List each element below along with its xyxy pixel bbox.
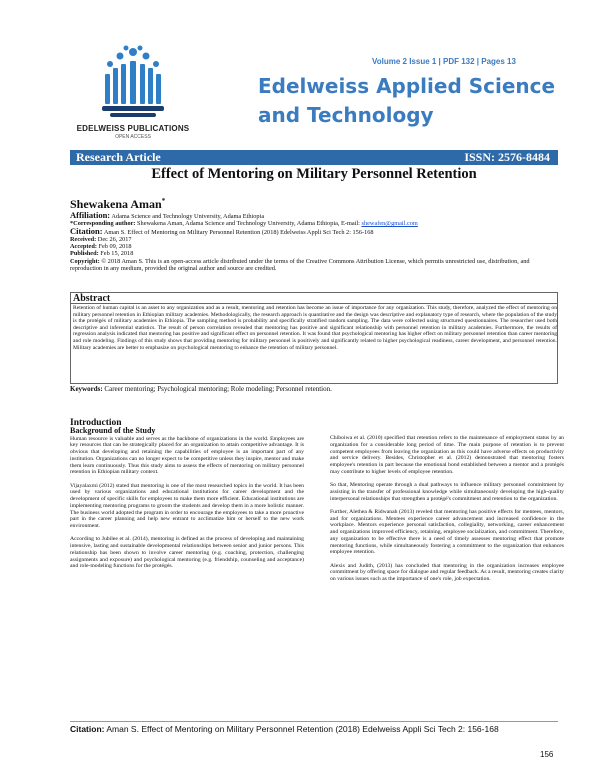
accepted-text: Feb 09, 2018 — [96, 243, 132, 251]
copyright-text: © 2018 Aman S. This is an open-access article distributed under the terms of the Creative Commons Attribution License, which permits unrestricted use, distribution, and reproduction in any medium, provided the original author and source are credited. — [70, 257, 530, 273]
issn: ISSN: 2576-8484 — [464, 150, 550, 164]
published-text: Feb 15, 2018 — [98, 250, 134, 258]
edelweiss-logo-icon — [90, 44, 176, 124]
keywords-text: Career mentoring; Psychological mentoring; Role modeling; Personnel retention. — [102, 385, 332, 393]
footer-citation-text: Aman S. Effect of Mentoring on Military Personnel Retention (2018) Edelweiss Appli Sci Tech 2: 156-168 — [104, 724, 499, 734]
copyright-label: Copyright: — [70, 257, 100, 265]
author-text: Shewakena Aman — [70, 197, 162, 211]
abstract-body: Retention of human capital is an asset to any organization and as a result, mentoring and retention has become an issue of importance for any organization. This study, therefore, analyzed the effect of mentoring on military personnel retention in Ethiopian military academies. Methodologically, the research approach is quantitative and the design was descriptive and explanatory type of research, where the population of the study is the protégés of military academies in Ethiopia. The sampling method is probability and specifically stratified random sampling. The data were collected using structured questionnaires. The researcher used both descriptive and inferential statistics. The result of person correlation revealed that mentoring has positive and significant relationship with personnel retention in military academies. Furthermore, the results of regression analysis indicated that mentoring has positive and significant effect on personnel retention. It was found that psychological mentoring has higher effect on military personnel retention than career mentoring and role modeling. Findings of this study shows that providing mentoring for military personnel is positively and significantly related to higher psychological readiness, career development, and personnel retention. Military academies are better to emphasize on psychological mentoring to enhance the retention of military personnel. — [73, 305, 557, 351]
received-label: Received: — [70, 235, 97, 243]
corr-label: *Corresponding author: — [70, 220, 136, 228]
copyright — [70, 258, 558, 273]
paragraph: Alexis and Judith, (2013) has concluded that mentoring in the organization increases employee commitment by offering space for dialogue and regular feedback. As a result, mentoring creates clarity on various issues such as the importance of one's role, job expectation. — [330, 562, 564, 582]
received-text: Dec 26, 2017 — [96, 235, 132, 243]
section-heading-introduction: Introduction — [70, 418, 122, 428]
citation-text: Aman S. Effect of Mentoring on Military Personnel Retention (2018) Edelweiss Appli Sci Tech 2: 156-168 — [102, 228, 374, 236]
article-metadata — [70, 212, 558, 272]
publisher-logo — [68, 44, 198, 154]
paragraph: Chiboiwa et al. (2010) specified that retention refers to the maintenance of employment status by an organization for a considerable long period of time. The main purpose of retention is to prevent competent employees from leaving the organization as this could have adverse effects on productivity and service delivery. Besides, Christopher et al. (2012) demonstrated that mentoring fosters employee's retention in part because the emotional bond established between a mentor and a protégés may contribute to higher levels of employee retention. — [330, 435, 564, 475]
keywords — [70, 385, 558, 393]
received-date — [70, 236, 558, 243]
citation-label: Citation: — [70, 225, 103, 236]
footer-citation-label: Citation: — [70, 724, 105, 734]
accepted-date — [70, 243, 558, 250]
journal-header — [0, 0, 600, 150]
journal-title: Edelweiss Applied Science and Technology — [258, 74, 556, 127]
publisher-name: EDELWEISS PUBLICATIONS — [76, 124, 190, 133]
accepted-label: Accepted: — [70, 243, 97, 251]
abstract-heading: Abstract — [71, 293, 557, 304]
author-mark: * — [161, 197, 166, 205]
paragraph: Vijayalaxmi (2012) stated that mentoring is one of the most researched topics in the world. It has been used by various organizations and educational institutions for career development and the development of specific skills for employees to make them more efficient. Educational institutions are implementing mentoring programs to groom the students and develop them in a more holistic manner. The business world adopted the program in order to encourage the employees to take a more proactive part in the career planning and help new entrant to acclimatize him or herself to the new work environment. — [70, 482, 304, 529]
affiliation-text: Adama Science and Technology University, Adama Ethiopia — [110, 213, 265, 220]
affiliation-label: Affiliation: — [70, 210, 111, 220]
published-label: Published: — [70, 250, 99, 258]
paragraph: So that, Mentoring operate through a dual pathways to influence military personnel commitment by assisting in the transfer of professional knowledge while simultaneously developing the high-quality interpersonal relationships that strengthen a protégé's commitment and retention to the organization. — [330, 482, 564, 502]
paragraph: Human resource is valuable and serves as the backbone of organizations in the world. Employees are key resources that can be strategically placed for an organization to attain competitive advantage. It is obvious that developing and retaining the capabilities of employee is an important part of any institution. Organizations can no longer expect to be competitive unless they inspire, mentor and make them learn continuously. Thus this study aims to assess the effects of mentoring on military personnel retention in Ethiopian military context. — [70, 435, 304, 476]
corr-text: Shewakena Aman, Adama Science and Technology University, Adama Ethiopia, E-mail: — [135, 220, 362, 228]
article-type-bar — [70, 150, 558, 165]
right-column — [330, 435, 564, 589]
keywords-label: Keywords: — [70, 385, 103, 393]
left-column — [70, 420, 304, 577]
subsection-heading-background: Background of the Study — [70, 425, 156, 435]
published-date — [70, 250, 558, 257]
article-type: Research Article — [76, 150, 161, 164]
footer-divider — [70, 721, 558, 722]
email-link[interactable]: shewafen@gmail.com — [361, 220, 418, 228]
abstract-box — [70, 292, 558, 384]
paragraph: Further, Alethea & Ridwanah (2013) reveled that mentoring has positive effects for mentees, mentors, and for organizations. Mentees experience career advancement and increased confidence in the workplace. Mentors experience personal satisfaction, collegiality, networking, career enhancement and organizations improved efficiency, retaining, employee socialization, and commitment. Therefore, any organization to be effective there is a need of timely assesses mentoring effect that promote mentoring functions, while simultaneously fostering a commitment to the organization that enhances employee retention. — [330, 508, 564, 556]
affiliation — [70, 212, 558, 220]
article-title: Effect of Mentoring on Military Personnel Retention — [151, 166, 477, 182]
page-number: 156 — [540, 750, 554, 759]
citation — [70, 225, 558, 236]
publisher-tagline: OPEN ACCESS — [115, 134, 151, 140]
volume-info: Volume 2 Issue 1 | PDF 132 | Pages 13 — [372, 57, 516, 66]
footer-citation — [70, 724, 558, 735]
paragraph: According to Jubilee et al. (2014), mentoring is defined as the process of developing and maintaining intensive, lasting and sustainable developmental relationships between senior and junior persons. This relationship has been shown to involve career mentoring (e.g. coaching, protection, challenging assignments and exposure) and psychological mentoring (e.g. friendship, counseling and acceptance) and role-modeling functions for the protégés. — [70, 536, 304, 570]
corresponding-author — [70, 220, 558, 227]
